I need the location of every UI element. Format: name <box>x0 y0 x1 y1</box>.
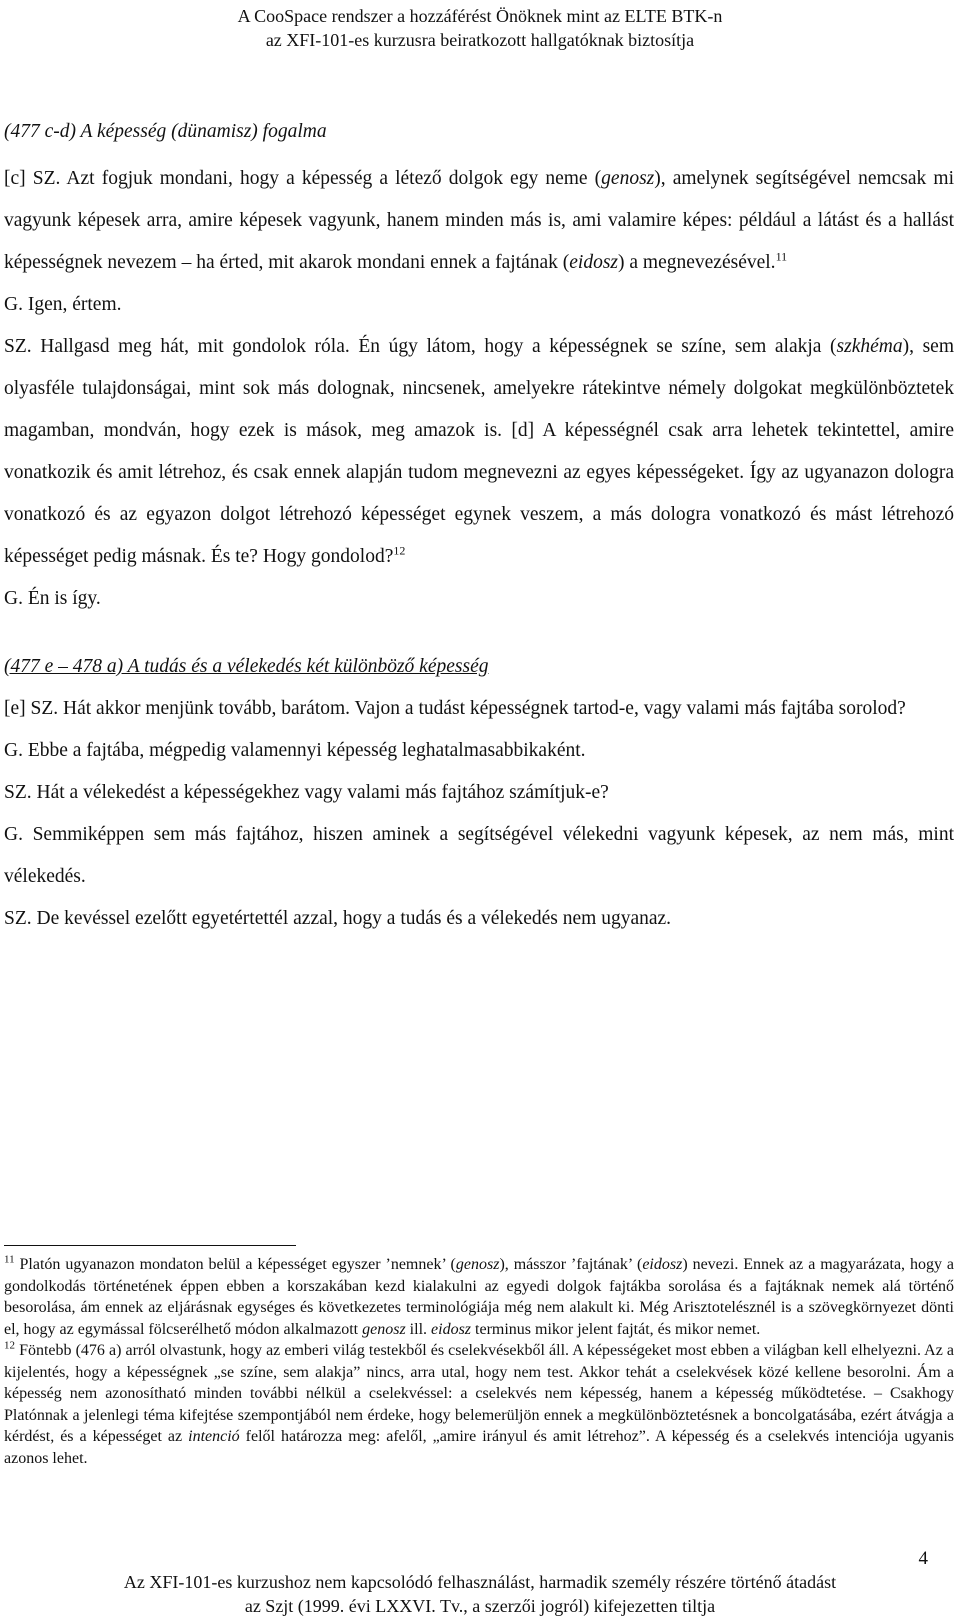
dialogue-paragraph-1: [c] SZ. Azt fogjuk mondani, hogy a képesség a létező dolgok egy neme (genosz), amelynek segítségével nemcsak mi vagyunk képesek arra, amire képesek vagyunk, hanem minden más is, ami valamire képes: például a látást és a hallást képességnek nevezem – ha érted, mit akarok mondani ennek a fajtának (eidosz) a megnevezésével.$^{11}$ <box>4 168 954 273</box>
section-1-title: (477 c-d) A képesség (dünamisz) fogalma <box>4 121 327 142</box>
footer-line-2: az Szjt (1999. évi LXXVI. Tv., a szerzői jogról) kifejezetten tiltja <box>244 1596 716 1616</box>
dialogue-paragraph-9: SZ. De kevéssel ezelőtt egyetértettél azzal, hogy a tudás és a vélekedés nem ugyanaz. <box>4 908 672 929</box>
footnote-12: $^{12}$ Föntebb (476 a) arról olvastunk, hogy az emberi világ testekből és cselekvésekből áll. A képességeket most ebben a világban kell elhelyezni. Az a kijelentés, hogy a képességnek „se színe, sem alakja” nincs, arra utal, hogy nem test. Akkor tehát a cselekvések közé kellene besorolni. Ám a képesség nem azonosítható minden további nélkül a cselekvéssel: a cselekvés nem képesség, hanem a képesség működtetése. – Csakhogy Platónnak a jelenlegi téma kifejtése szempontjából nem érdeke, hogy belemerüljön ennek a megkülönböztetésnek a boncolgatásába, ezért átvágja a kérdést, és a képességet az intenció felől határozza meg: afelől, „amire irányul és amit létrehoz”. A képesség és a cselekvés intenciója ugyanis azonos lehet. <box>4 1339 955 1467</box>
footnote-ref-12[interactable]: 12 <box>393 543 406 558</box>
header-line-1: A CooSpace rendszer a hozzáférést Önöknek mint az ELTE BTK-n <box>237 6 723 26</box>
page-footer <box>0 1570 960 1618</box>
footnote-separator <box>4 1245 296 1246</box>
header-line-2: az XFI-101-es kurzusra beiratkozott hallgatóknak biztosítja <box>265 30 695 50</box>
page-header <box>0 4 960 52</box>
dialogue-paragraph-5: [e] SZ. Hát akkor menjünk tovább, barátom. Vajon a tudást képességnek tartod-e, vagy valami más fajtába sorolod? <box>4 698 906 719</box>
footnotes <box>4 1254 954 1469</box>
footnote-ref-11[interactable]: 11 <box>775 249 788 264</box>
dialogue-paragraph-2: G. Igen, értem. <box>4 294 122 315</box>
dialogue-paragraph-4: G. Én is így. <box>4 588 101 609</box>
footnote-11: $^{11}$ Platón ugyanazon mondaton belül a képességet egyszer ’nemnek’ (genosz), másszor ’fajtának’ (eidosz) nevezi. Ennek az a magyarázata, hogy a gondolkodás történetének éppen ebben a korszakában kezd kialakulni az egyedi dolgok fajtákba sorolása és a fajtáknak nemek alá történő besorolása, ám ennek az eljárásnak egységes és következetes terminológiája még nem alakult ki. Még Arisztotelésznél is a szövegkörnyezet dönti el, hogy az egymással fölcserélhető módon alkalmazott genosz ill. eidosz terminus mikor jelent fajtát, és mikor nemet. <box>4 1253 955 1338</box>
dialogue-paragraph-8: G. Semmiképpen sem más fajtához, hiszen aminek a segítségével vélekedni vagyunk képesek, az nem más, mint vélekedés. <box>4 824 954 887</box>
main-text <box>4 118 954 940</box>
dialogue-paragraph-6: G. Ebbe a fajtába, mégpedig valamennyi képesség leghatalmasabbikaként. <box>4 740 586 761</box>
dialogue-paragraph-7: SZ. Hát a vélekedést a képességekhez vagy valami más fajtához számítjuk-e? <box>4 782 609 803</box>
footer-line-1: Az XFI-101-es kurzushoz nem kapcsolódó felhasználást, harmadik személy részére történő átadást <box>123 1572 837 1592</box>
page-number: 4 <box>918 1548 928 1569</box>
section-2-title: (477 e – 478 a) A tudás és a vélekedés két különböző képesség <box>4 656 489 677</box>
dialogue-paragraph-3: SZ. Hallgasd meg hát, mit gondolok róla. Én úgy látom, hogy a képességnek se színe, sem alakja (szkhéma), sem olyasféle tulajdonságai, mint sok más dolognak, nincsenek, amelyekre rátekintve némely dolgokat megkülönböztetek magamban, mondván, hogy ezek is mások, meg amazok is. [d] A képességnél csak arra lehetek tekintettel, amire vonatkozik és amit létrehoz, és csak ennek alapján tudom megnevezni az egyes képességeket. Így az ugyanazon dologra vonatkozó és az egyazon dolgot létrehozó képességet egynek veszem, a más dologra vonatkozó és mást létrehozó képességet pedig másnak. És te? Hogy gondolod?$^{12}$ <box>4 336 955 567</box>
